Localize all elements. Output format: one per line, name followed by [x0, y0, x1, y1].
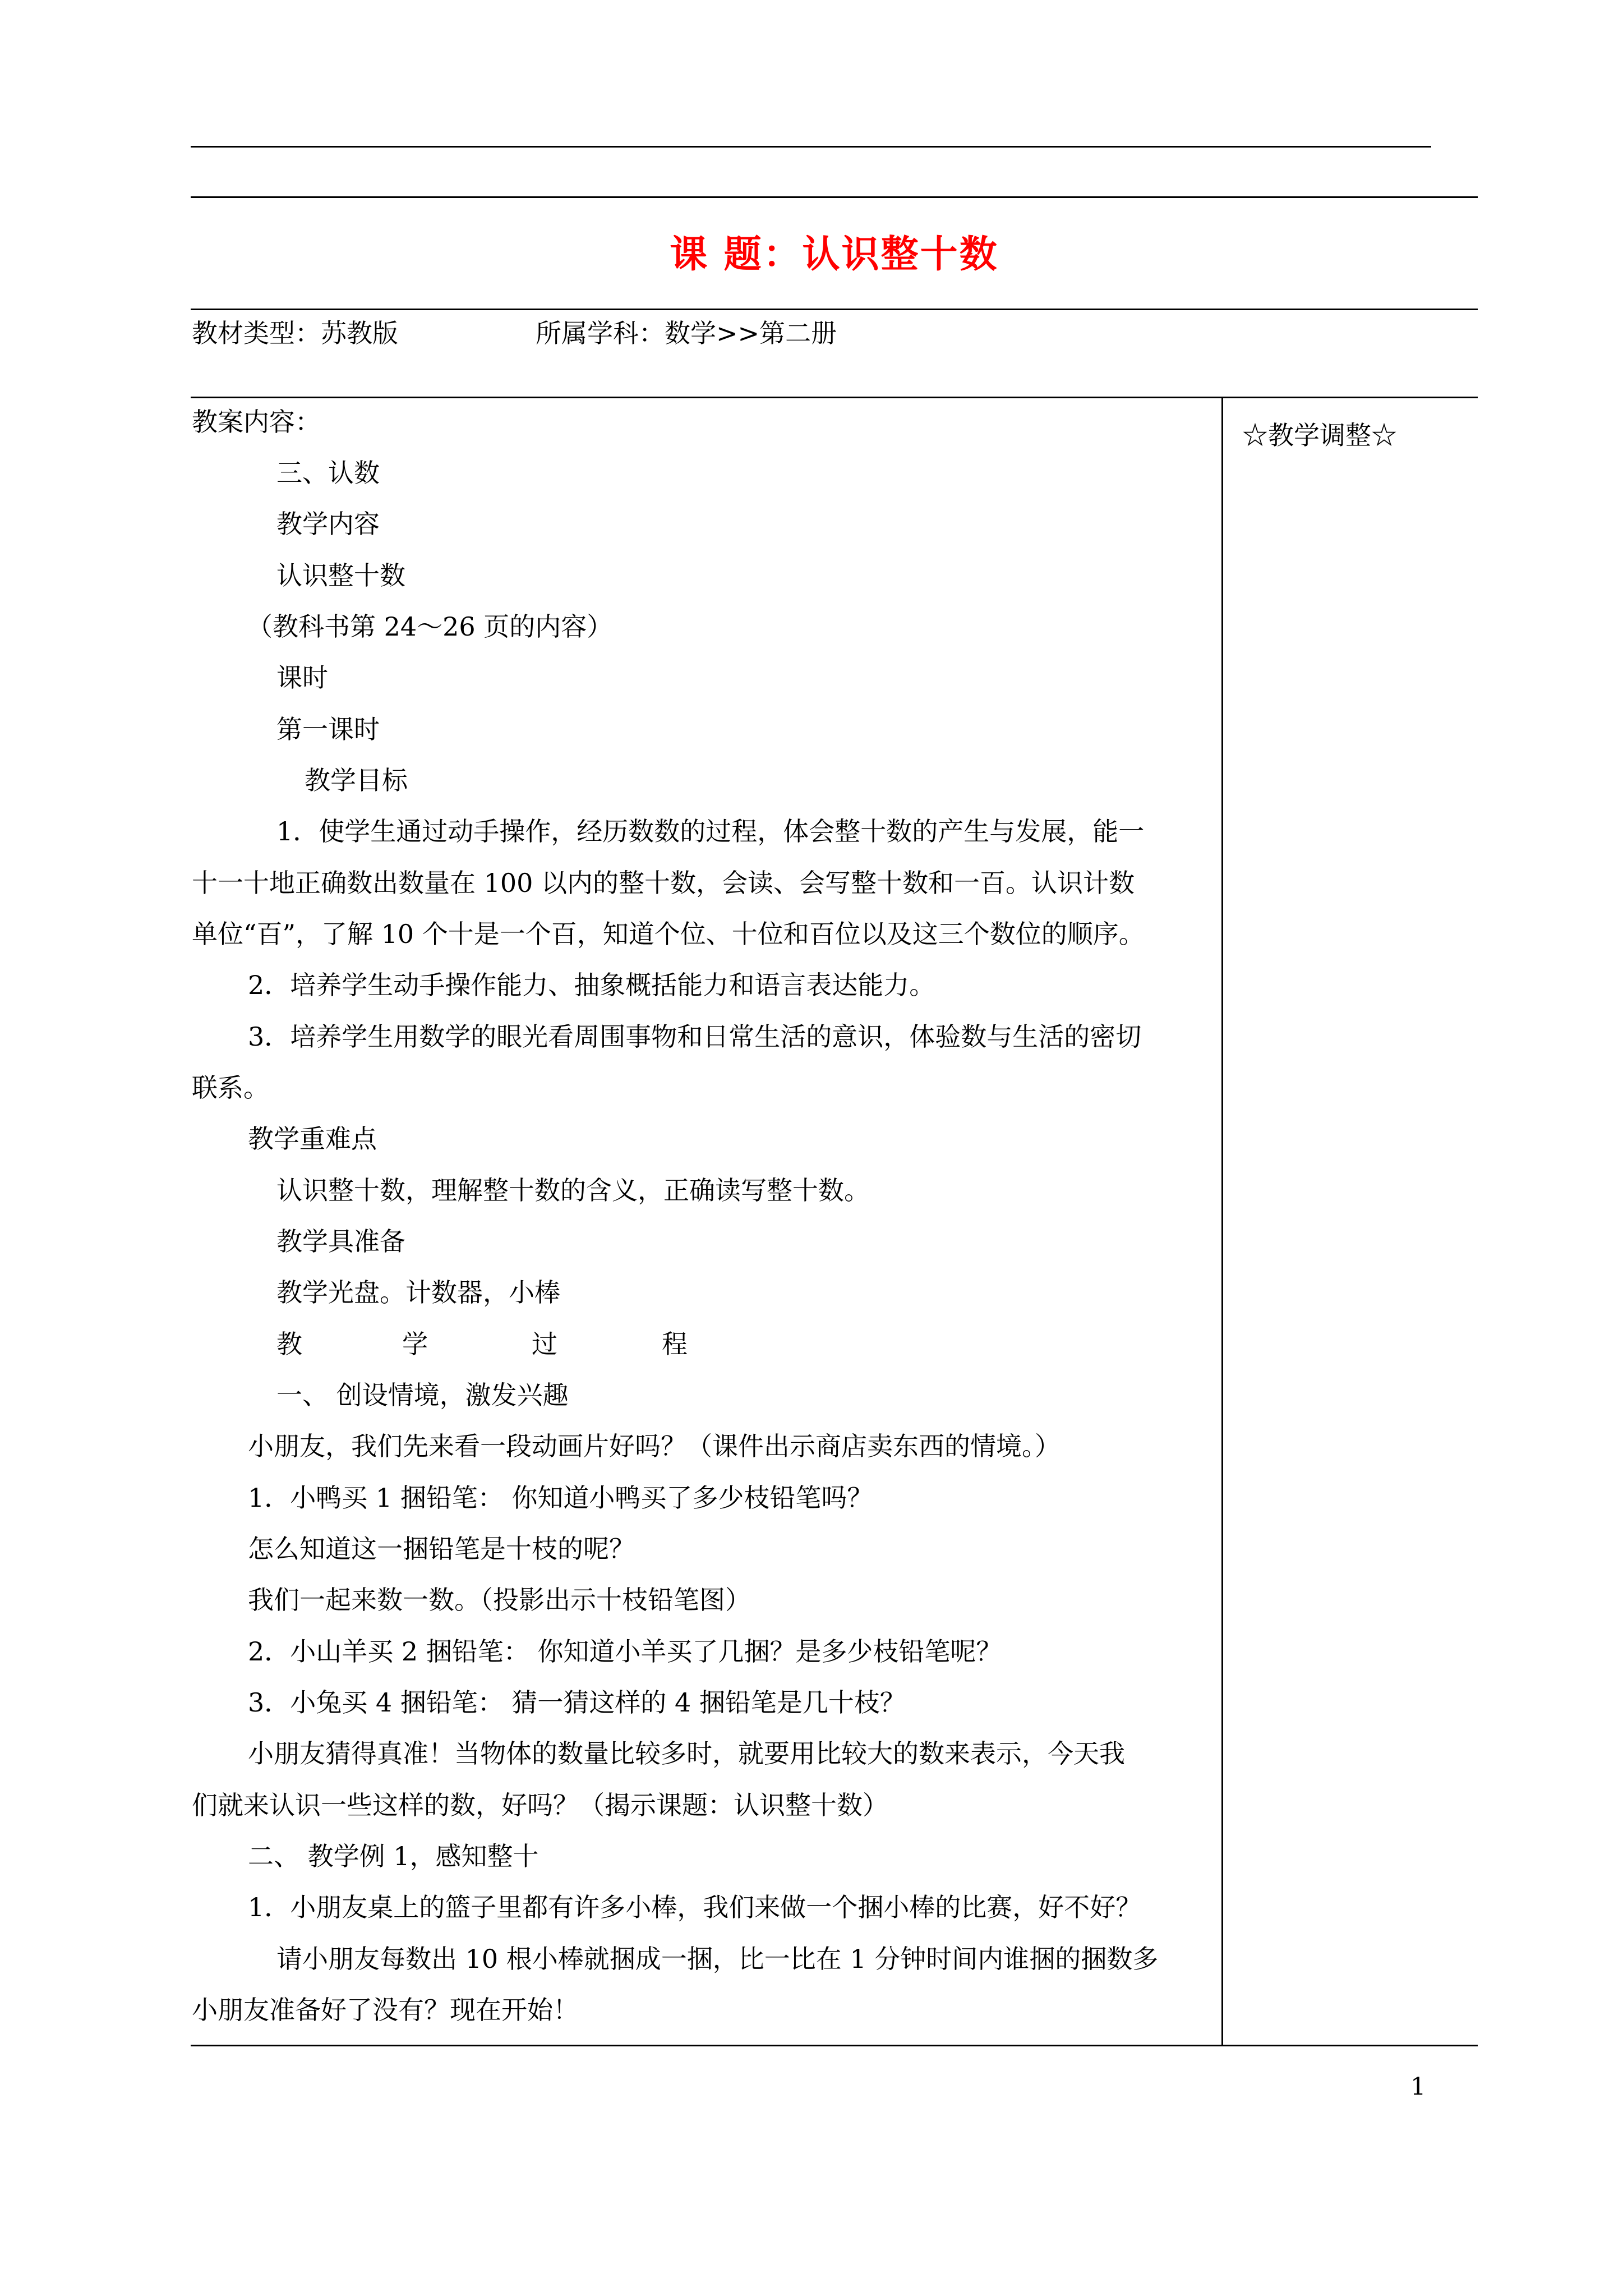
top-rule: [191, 196, 1478, 198]
content-line: 教学内容: [276, 509, 380, 539]
content-line: 3．小兔买 4 捆铅笔： 猜一猜这样的 4 捆铅笔是几十枝？: [248, 1687, 906, 1718]
teaching-adjustment-heading: ☆教学调整☆: [1242, 420, 1397, 450]
process-heading-char: 过: [532, 1329, 557, 1359]
content-line: 教学具准备: [276, 1226, 405, 1257]
column-divider: [1221, 397, 1223, 2046]
content-line: 教学光盘。计数器，小棒: [276, 1277, 560, 1308]
content-line: 三、认数: [276, 458, 380, 488]
content-line: 2．培养学生动手操作能力、抽象概括能力和语言表达能力。: [248, 970, 935, 1000]
content-line: 第一课时: [276, 714, 380, 744]
content-line: 教学目标: [305, 765, 408, 795]
content-line: 小朋友猜得真准！当物体的数量比较多时，就要用比较大的数来表示，今天我: [248, 1738, 1125, 1769]
table-bottom-rule: [191, 2045, 1478, 2046]
content-line: 一、 创设情境，激发兴趣: [276, 1380, 569, 1410]
content-line: 教学重难点: [248, 1124, 377, 1154]
subject: 所属学科：数学>>第二册: [536, 318, 837, 348]
content-line: 们就来认识一些这样的数，好吗？（揭示课题：认识整十数）: [192, 1790, 888, 1820]
content-line: 认识整十数，理解整十数的含义，正确读写整十数。: [276, 1175, 870, 1205]
table-top-rule: [191, 397, 1478, 398]
content-line: 小朋友，我们先来看一段动画片好吗？（课件出示商店卖东西的情境。）: [248, 1431, 1061, 1461]
textbook-type: 教材类型：苏教版: [192, 318, 398, 348]
process-heading-char: 教: [276, 1329, 302, 1359]
content-line: 课时: [276, 662, 328, 693]
content-line: 1．小鸭买 1 捆铅笔： 你知道小鸭买了多少枝铅笔吗？: [248, 1483, 873, 1513]
content-lead: 教案内容：: [192, 407, 321, 437]
content-line: 认识整十数: [276, 560, 405, 591]
process-heading-char: 学: [402, 1329, 428, 1359]
content-line: 1．小朋友桌上的篮子里都有许多小棒，我们来做一个捆小棒的比赛，好不好？: [248, 1892, 1142, 1922]
content-line: 十一十地正确数出数量在 100 以内的整十数，会读、会写整十数和一百。认识计数: [192, 868, 1135, 898]
content-line: 3．培养学生用数学的眼光看周围事物和日常生活的意识，体验数与生活的密切: [248, 1022, 1142, 1052]
content-line: （教科书第 24～26 页的内容）: [247, 611, 613, 642]
content-line: 小朋友准备好了没有？现在开始！: [192, 1995, 579, 2025]
content-line: 联系。: [192, 1073, 269, 1103]
content-line: 我们一起来数一数。（投影出示十枝铅笔图）: [248, 1585, 751, 1615]
content-line: 1．使学生通过动手操作，经历数数的过程，体会整十数的产生与发展，能一: [276, 816, 1145, 846]
content-line: 请小朋友每数出 10 根小棒就捆成一捆，比一比在 1 分钟时间内谁捆的捆数多: [276, 1944, 1159, 1974]
content-line: 二、 教学例 1，感知整十: [248, 1841, 539, 1871]
process-heading-char: 程: [662, 1329, 688, 1359]
content-line: 怎么知道这一捆铅笔是十枝的呢？: [248, 1534, 635, 1564]
lesson-title: 课 题：认识整十数: [670, 232, 999, 276]
content-line: 单位“百”，了解 10 个十是一个百，知道个位、十位和百位以及这三个数位的顺序。: [192, 919, 1145, 949]
header-rule: [191, 146, 1431, 148]
content-line: 2．小山羊买 2 捆铅笔： 你知道小羊买了几捆？是多少枝铅笔呢？: [248, 1636, 1002, 1667]
page-number: 1: [1410, 2073, 1426, 2101]
title-underline: [191, 309, 1478, 310]
